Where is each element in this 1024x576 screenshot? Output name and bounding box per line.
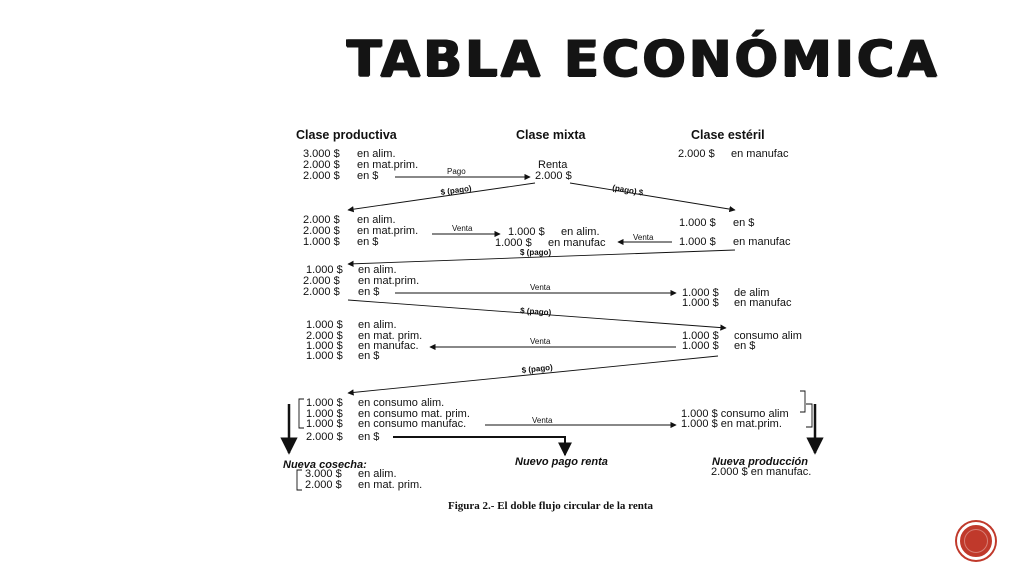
row-item: en manufac [734,297,792,309]
row-item: en $ [358,286,380,298]
bracket-productiva [299,399,304,428]
row-amount: 1.000 $ [306,350,343,362]
bracket-esteril [806,404,812,427]
row-amount: 1.000 $ [306,264,343,276]
nueva-cosecha-list [305,468,422,491]
label-pago-right: (pago) $ [611,183,644,198]
arrow-label-pago: Pago [447,167,466,176]
row-amount: 2.000 $ [303,214,340,226]
esteril-consumo-alim: 1.000 $ consumo alim [681,408,789,420]
arrow-pago-right [570,183,735,210]
row-amount: 2.000 $ [306,330,343,342]
bracket-esteril-top [800,391,805,412]
stage2-mixta [495,226,606,249]
slide-title: TABLA ECONÓMICA [346,30,940,88]
row-item: en $ [733,217,755,229]
row-item: en $ [357,236,379,248]
row-amount: 1.000 $ [306,397,343,409]
row-item: en alim. [358,468,397,480]
row-amount: 1.000 $ [495,237,532,249]
row-amount: 1.000 $ [679,236,716,248]
stage2-productiva [303,214,418,248]
row-amount: 3.000 $ [303,148,340,160]
row-item: consumo alim [734,330,802,342]
row-item: en alim. [561,226,600,238]
row-amount: 2.000 $ [305,479,342,491]
row-amount: 2.000 $ [306,431,343,443]
row-amount: 1.000 $ [303,236,340,248]
row-amount: 1.000 $ [306,340,343,352]
row-item: en consumo manufac. [358,418,467,430]
row-amount: 2.000 $ [303,225,340,237]
esteril-mat-prim: 1.000 $ en mat.prim. [681,418,782,430]
row-amount: 1.000 $ [508,226,545,238]
row-item: en mat.prim. [357,225,419,237]
row-item: en $ [358,350,380,362]
header-clase-productiva: Clase productiva [296,128,397,142]
label-venta: Venta [452,224,473,233]
row-amount: 1.000 $ [682,287,719,299]
label-venta: Venta [530,283,551,292]
row-amount: 1.000 $ [682,330,719,342]
row-amount: 1.000 $ [306,418,343,430]
label-pago: $ (pago) [521,362,554,375]
nav-ring-icon [964,529,988,553]
nueva-produccion-value: 2.000 $ en manufac. [711,466,812,478]
stage4-esteril [682,330,802,352]
row-item: en $ [358,431,380,443]
row-item: en alim. [357,148,396,160]
row-amount: 3.000 $ [305,468,342,480]
row-amount: 1.000 $ [682,340,719,352]
row-item: en mat. prim. [358,479,423,491]
figure-caption: Figura 2.- El doble flujo circular de la renta [448,500,654,512]
nueva-cosecha-title: Nueva cosecha: [283,459,367,471]
row-item: en mat.prim. [358,275,420,287]
arrow-pago-stage4 [348,356,718,393]
label-pago: $ (pago) [519,306,552,318]
nuevo-pago-renta: Nuevo pago renta [515,456,608,468]
row-item: en alim. [357,214,396,226]
bracket-cosecha [297,470,302,490]
row-item: en mat.prim. [357,159,419,171]
row-item: en consumo alim. [358,397,445,409]
label-venta: Venta [633,233,654,242]
renta-amount: 2.000 $ [535,170,572,182]
label-venta: Venta [530,337,551,346]
esteril-item: en manufac [731,148,789,160]
arrow-to-nuevo-pago-renta [393,437,565,455]
stage4-productiva [306,319,422,362]
row-item: en manufac. [358,340,419,352]
label-pago-left: $ (pago) [440,183,473,197]
row-amount: 1.000 $ [306,319,343,331]
row-item: en consumo mat. prim. [358,408,470,420]
header-clase-esteril: Clase estéril [691,128,765,142]
stage2-esteril [679,217,791,248]
stage3-esteril [682,287,792,309]
row-amount: 2.000 $ [303,286,340,298]
row-item: en alim. [358,319,397,331]
row-amount: 1.000 $ [306,408,343,420]
row-item: en mat. prim. [358,330,423,342]
row-item: en $ [357,170,379,182]
row-amount: 1.000 $ [679,217,716,229]
row-amount: 2.000 $ [303,170,340,182]
row-item: en $ [734,340,756,352]
slide-nav-button[interactable] [957,522,995,560]
row-amount: 1.000 $ [682,297,719,309]
row-amount: 2.000 $ [303,159,340,171]
row-amount: 2.000 $ [303,275,340,287]
nueva-produccion-title: Nueva producción [712,456,808,468]
row-item: en alim. [358,264,397,276]
label-venta: Venta [532,416,553,425]
renta-label: Renta [538,159,568,171]
row-item: de alim [734,287,770,299]
row-item: en manufac [733,236,791,248]
row-item: en manufac [548,237,606,249]
header-clase-mixta: Clase mixta [516,128,586,142]
label-pago: $ (pago) [520,248,552,257]
esteril-amount: 2.000 $ [678,148,715,160]
